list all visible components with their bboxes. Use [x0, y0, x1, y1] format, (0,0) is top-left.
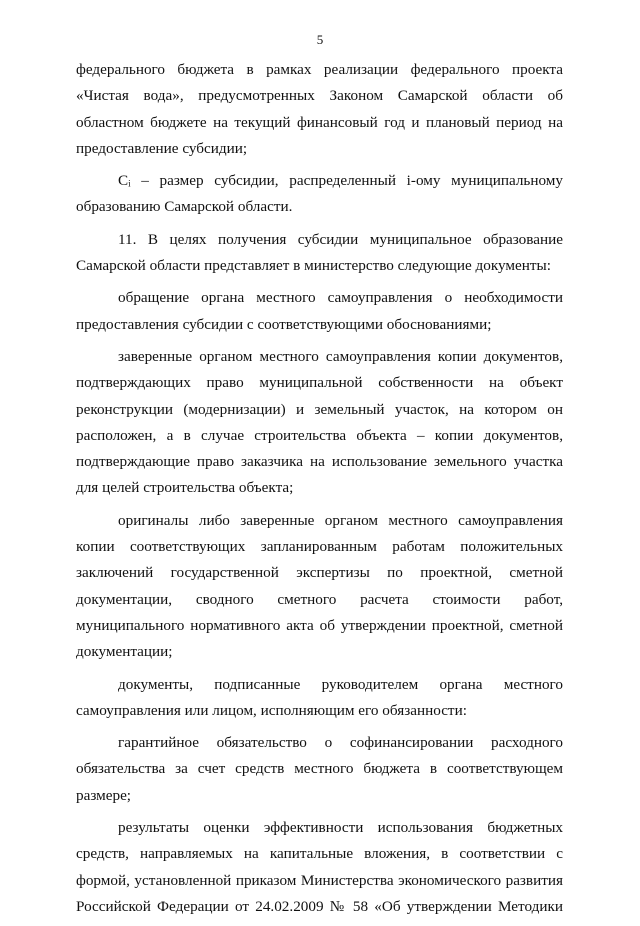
text-line: Cᵢ – размер субсидии, распределенный i-ому муниципальному	[118, 172, 563, 190]
paragraph	[76, 168, 563, 221]
text-line: гарантийное обязательство о софинансировании расходного	[118, 734, 563, 752]
text-line: федерального бюджета в рамках реализации федерального проекта	[76, 61, 563, 78]
text-line: расположен, а в случае строительства объекта – копии документов,	[76, 426, 563, 444]
page-number: 5	[316, 32, 324, 47]
text-line: обращение органа местного самоуправления о необходимости	[118, 289, 563, 307]
text-line: размере;	[76, 786, 132, 804]
text-line: результаты оценки эффективности использования бюджетных	[118, 819, 563, 837]
text-line: заверенные органом местного самоуправления копии документов,	[118, 347, 563, 365]
text-line: предоставления субсидии с соответствующими обоснованиями;	[76, 315, 492, 333]
paragraph	[76, 815, 563, 920]
text-line: документации;	[76, 643, 173, 661]
text-line: документации, сводного сметного расчета стоимости работ,	[76, 590, 563, 608]
paragraph	[76, 730, 563, 809]
text-line: для целей строительства объекта;	[76, 479, 294, 497]
text-line: подтверждающих право муниципальной собственности на объект	[76, 374, 563, 392]
text-line: обязательства за счет средств местного бюджета в соответствующем	[76, 760, 563, 778]
text-line: областном бюджете на текущий финансовый год и плановый период на	[76, 113, 563, 131]
paragraph	[76, 672, 563, 725]
text-line: реконструкции (модернизации) и земельный участок, на котором он	[76, 400, 563, 418]
text-line: самоуправления или лицом, исполняющим его обязанности:	[76, 701, 467, 719]
paragraph	[76, 227, 563, 280]
paragraph	[76, 508, 563, 666]
text-line: документы, подписанные руководителем органа местного	[118, 675, 563, 693]
paragraph	[76, 57, 563, 162]
text-line: средств, направляемых на капитальные вложения, в соответствии с	[76, 845, 563, 863]
text-line: Российской Федерации от 24.02.2009 № 58 «Об утверждении Методики	[76, 897, 563, 915]
text-line: «Чистая вода», предусмотренных Законом Самарской области об	[76, 87, 563, 105]
paragraph	[76, 344, 563, 502]
text-line: подтверждающие право заказчика на использование земельного участка	[76, 453, 563, 471]
text-line: 11. В целях получения субсидии муниципальное образование	[118, 230, 563, 248]
text-line: образованию Самарской области.	[76, 198, 293, 216]
text-line: формой, установленной приказом Министерства экономического развития	[76, 871, 563, 889]
text-line: заключений государственной экспертизы по проектной, сметной	[76, 564, 563, 582]
paragraph	[76, 285, 563, 338]
text-line: Самарской области представляет в министерство следующие документы:	[76, 257, 551, 275]
document-body	[76, 57, 563, 926]
text-line: предоставление субсидии;	[76, 139, 248, 157]
text-line: оригиналы либо заверенные органом местного самоуправления	[118, 511, 563, 529]
text-line: копии соответствующих запланированным работам положительных	[76, 538, 563, 556]
text-line: муниципального нормативного акта об утверждении проектной, сметной	[76, 616, 563, 634]
